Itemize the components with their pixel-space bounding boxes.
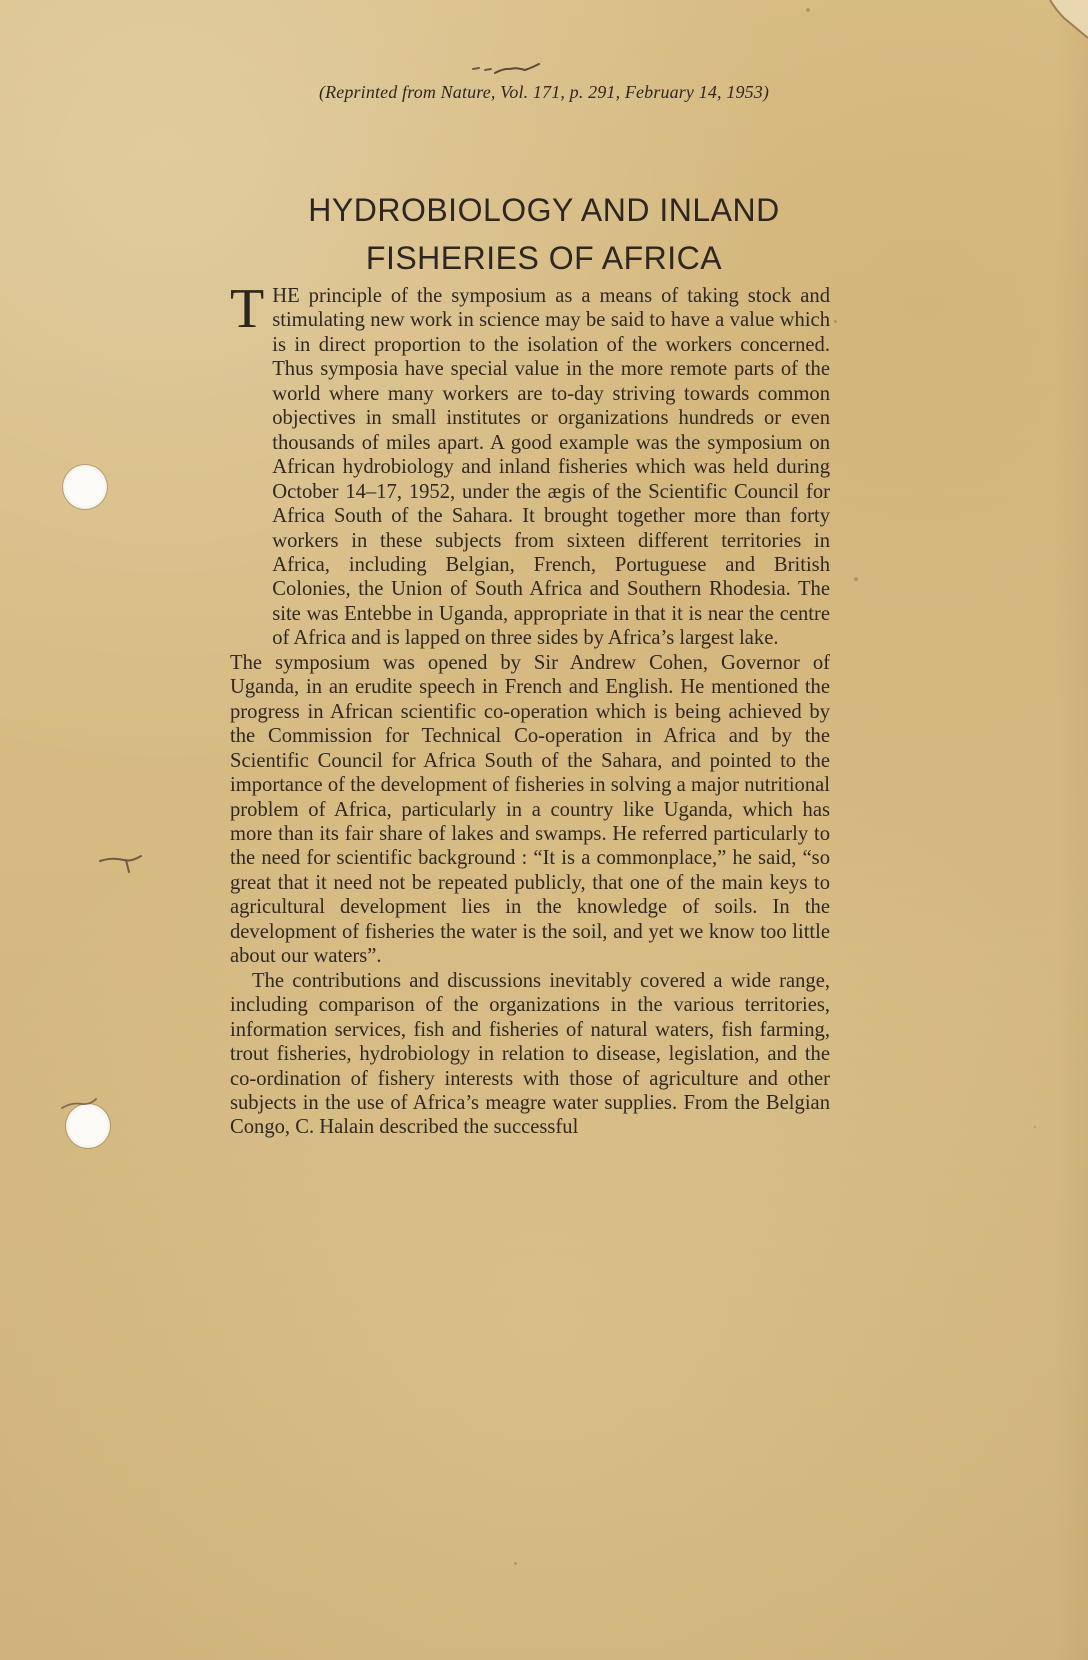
folded-corner-icon bbox=[1040, 0, 1088, 48]
paper-speck bbox=[854, 577, 858, 581]
page-title bbox=[0, 186, 1088, 282]
paragraph-1: HE principle of the symposium as a means of taking stock and stimulating new work in science may be said to have a value which is in direct proportion to the isolation of the workers concerned. Thus symposia have special value in the more remote parts of the world where many workers are to-day striving towards common objectives in small institutes or organizations hundreds or even thousands of miles apart. A good example was the symposium on African hydrobiology and inland fisheries which was held during October 14–17, 1952, under the ægis of the Scientific Council for Africa South of the Sahara. It brought together more than forty workers in these subjects from sixteen different territories in Africa, including Belgian, French, Portuguese and British Colonies, the Union of South Africa and Southern Rhodesia. The site was Entebbe in Uganda, appropriate in that it is near the centre of Africa and is lapped on three sides by Africa’s largest lake. bbox=[272, 285, 830, 650]
reprint-note: (Reprinted from Nature, Vol. 171, p. 291, February 14, 1953) bbox=[318, 82, 770, 102]
pencil-mark-icon bbox=[465, 58, 550, 78]
paper-speck bbox=[834, 320, 837, 323]
paper-speck bbox=[806, 8, 810, 12]
lead-paragraph bbox=[230, 278, 830, 651]
paragraph-3: The contributions and discussions inevitably covered a wide range, including comparison of the organizations in the various territories, information services, fish and fisheries of natural waters, fish farming, trout fisheries, hydrobiology in relation to disease, legislation, and the co-ordination of fishery interests with those of agriculture and other subjects in the use of Africa’s meagre water supplies. From the Belgian Congo, C. Halain described the successful bbox=[230, 969, 830, 1139]
binding-hole-bottom bbox=[66, 1104, 110, 1148]
article-body bbox=[230, 278, 830, 1140]
paper-speck bbox=[514, 1562, 517, 1565]
binding-hole-top bbox=[63, 465, 107, 509]
margin-mark-icon bbox=[98, 847, 146, 875]
title-line-1: HYDROBIOLOGY AND INLAND bbox=[308, 192, 780, 228]
drop-cap: T bbox=[230, 278, 265, 340]
paragraph-2: The symposium was opened by Sir Andrew Cohen, Governor of Uganda, in an erudite speech in French and English. He mentioned the progress in African scientific co-operation which is being achieved by the Commission for Technical Co-operation in Africa and by the Scientific Council for Africa South of the Sahara, and pointed to the importance of the development of fisheries in solving a major nutritional problem of Africa, particularly in a country like Uganda, which has more than its fair share of lakes and swamps. He referred particularly to the need for scientific background : “It is a commonplace,” he said, “so great that it need not be repeated publicly, that one of the main keys to agricultural development lies in the knowledge of soils. In the development of fisheries the water is the soil, and yet we know too little about our waters”. bbox=[230, 651, 830, 968]
paper-speck bbox=[1034, 1126, 1036, 1128]
title-line-2: FISHERIES OF AFRICA bbox=[365, 240, 723, 276]
